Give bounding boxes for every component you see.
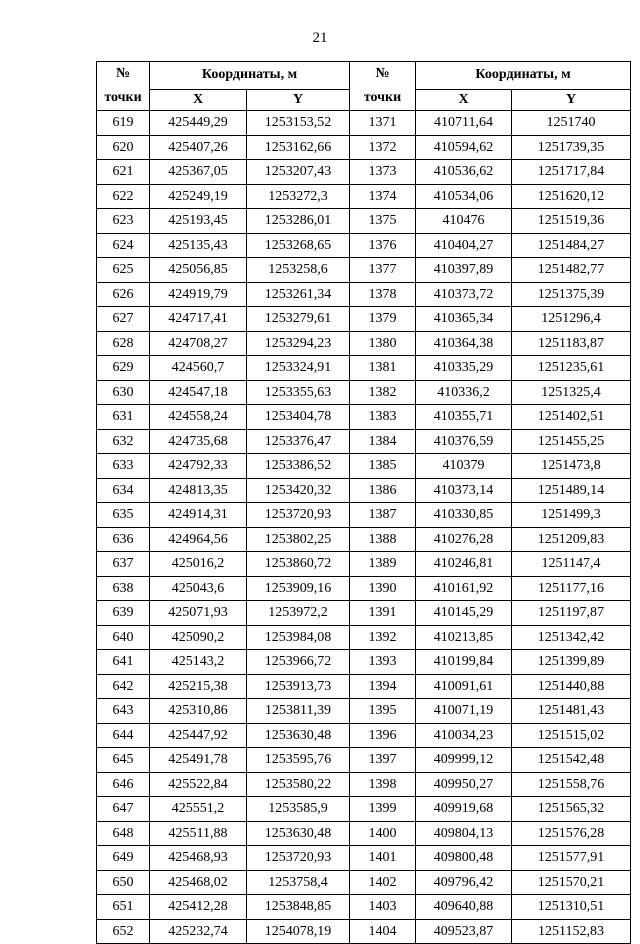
- y-value-cell: 1253630,48: [247, 821, 350, 846]
- point-number-cell: 1393: [350, 650, 416, 675]
- x-value-cell: 425016,2: [150, 552, 247, 577]
- x-value-cell: 424558,24: [150, 405, 247, 430]
- y-value-cell: 1251489,14: [512, 478, 631, 503]
- point-number-cell: 1378: [350, 282, 416, 307]
- y-value-cell: 1251577,91: [512, 846, 631, 871]
- y-value-cell: 1253286,01: [247, 209, 350, 234]
- table-row: [97, 723, 631, 748]
- x-value-cell: 425407,26: [150, 135, 247, 160]
- point-number-cell: 1400: [350, 821, 416, 846]
- x-value-cell: 425551,2: [150, 797, 247, 822]
- x-value-cell: 425412,28: [150, 895, 247, 920]
- point-number-cell: 1396: [350, 723, 416, 748]
- x-value-cell: 425193,45: [150, 209, 247, 234]
- x-value-cell: 425511,88: [150, 821, 247, 846]
- point-number-cell: 1387: [350, 503, 416, 528]
- x-value-cell: 410594,62: [416, 135, 512, 160]
- x-value-cell: 410335,29: [416, 356, 512, 381]
- table-row: [97, 454, 631, 479]
- point-number-cell: 1388: [350, 527, 416, 552]
- y-value-cell: 1251515,02: [512, 723, 631, 748]
- table-row: [97, 380, 631, 405]
- y-value-cell: 1251147,4: [512, 552, 631, 577]
- y-value-cell: 1251558,76: [512, 772, 631, 797]
- y-value-cell: 1251519,36: [512, 209, 631, 234]
- y-value-cell: 1251565,32: [512, 797, 631, 822]
- point-number-cell: 626: [97, 282, 150, 307]
- y-value-cell: 1251177,16: [512, 576, 631, 601]
- x-value-cell: 410404,27: [416, 233, 512, 258]
- x-value-cell: 425491,78: [150, 748, 247, 773]
- x-value-cell: 425215,38: [150, 674, 247, 699]
- point-number-cell: 643: [97, 699, 150, 724]
- point-number-cell: 642: [97, 674, 150, 699]
- x-value-cell: 409804,13: [416, 821, 512, 846]
- table-row: [97, 160, 631, 185]
- point-label: точки: [363, 90, 402, 105]
- page-number: 21: [312, 30, 328, 46]
- y-value-cell: 1251739,35: [512, 135, 631, 160]
- x-value-cell: 410276,28: [416, 527, 512, 552]
- y-value-cell: 1253272,3: [247, 184, 350, 209]
- x-value-cell: 425522,84: [150, 772, 247, 797]
- x-value-cell: 424813,35: [150, 478, 247, 503]
- x-value-cell: 410536,62: [416, 160, 512, 185]
- y-value-cell: 1253720,93: [247, 503, 350, 528]
- table-row: [97, 356, 631, 381]
- point-number-cell: 629: [97, 356, 150, 381]
- x-value-cell: 410711,64: [416, 111, 512, 136]
- x-value-cell: 410336,2: [416, 380, 512, 405]
- y-value-cell: 1253404,78: [247, 405, 350, 430]
- x-value-cell: 410330,85: [416, 503, 512, 528]
- table-row: [97, 797, 631, 822]
- point-number-cell: 624: [97, 233, 150, 258]
- point-number-cell: 644: [97, 723, 150, 748]
- point-number-header-left: [97, 62, 150, 111]
- x-value-cell: 424717,41: [150, 307, 247, 332]
- point-number-cell: 650: [97, 870, 150, 895]
- point-number-cell: 1401: [350, 846, 416, 871]
- point-number-cell: 1379: [350, 307, 416, 332]
- x-value-cell: 425135,43: [150, 233, 247, 258]
- x-value-cell: 410373,14: [416, 478, 512, 503]
- point-number-cell: 649: [97, 846, 150, 871]
- y-value-cell: 1251197,87: [512, 601, 631, 626]
- point-number-cell: 637: [97, 552, 150, 577]
- y-value-cell: 1251455,25: [512, 429, 631, 454]
- y-value-cell: 1253585,9: [247, 797, 350, 822]
- table-row: [97, 919, 631, 944]
- point-number-cell: 622: [97, 184, 150, 209]
- x-value-cell: 424919,79: [150, 282, 247, 307]
- y-value-cell: 1251499,3: [512, 503, 631, 528]
- y-value-cell: 1253630,48: [247, 723, 350, 748]
- x-value-cell: 410199,84: [416, 650, 512, 675]
- y-value-cell: 1251473,8: [512, 454, 631, 479]
- point-number-cell: 641: [97, 650, 150, 675]
- y-value-cell: 1253966,72: [247, 650, 350, 675]
- point-number-cell: 632: [97, 429, 150, 454]
- point-number-cell: 648: [97, 821, 150, 846]
- point-number-cell: 620: [97, 135, 150, 160]
- y-value-cell: 1253324,91: [247, 356, 350, 381]
- point-number-cell: 1391: [350, 601, 416, 626]
- table-row: [97, 527, 631, 552]
- x-value-cell: 425468,02: [150, 870, 247, 895]
- table-row: [97, 282, 631, 307]
- y-value-cell: 1253848,85: [247, 895, 350, 920]
- x-value-cell: 410365,34: [416, 307, 512, 332]
- point-number-cell: 1395: [350, 699, 416, 724]
- table-row: [97, 503, 631, 528]
- x-value-cell: 425367,05: [150, 160, 247, 185]
- y-value-cell: 1251402,51: [512, 405, 631, 430]
- x-value-cell: 410376,59: [416, 429, 512, 454]
- table-row: [97, 821, 631, 846]
- y-value-cell: 1251296,4: [512, 307, 631, 332]
- x-value-cell: 410355,71: [416, 405, 512, 430]
- x-value-cell: 425249,19: [150, 184, 247, 209]
- point-number-cell: 628: [97, 331, 150, 356]
- point-number-cell: 1403: [350, 895, 416, 920]
- y-value-cell: 1251570,21: [512, 870, 631, 895]
- y-value-cell: 1253355,63: [247, 380, 350, 405]
- point-number-cell: 1376: [350, 233, 416, 258]
- y-value-cell: 1251342,42: [512, 625, 631, 650]
- table-body: [97, 111, 631, 944]
- x-value-cell: 425468,93: [150, 846, 247, 871]
- table-row: [97, 307, 631, 332]
- x-value-cell: 424914,31: [150, 503, 247, 528]
- point-number-cell: 1380: [350, 331, 416, 356]
- x-header-right: X: [416, 89, 512, 110]
- x-value-cell: 409999,12: [416, 748, 512, 773]
- point-number-cell: 1383: [350, 405, 416, 430]
- point-number-cell: 627: [97, 307, 150, 332]
- x-value-cell: 425449,29: [150, 111, 247, 136]
- y-value-cell: 1253420,32: [247, 478, 350, 503]
- point-number-cell: 1373: [350, 160, 416, 185]
- table-row: [97, 331, 631, 356]
- x-value-cell: 424964,56: [150, 527, 247, 552]
- table-row: [97, 625, 631, 650]
- coordinates-header-left: Координаты, м: [150, 62, 350, 90]
- point-number-cell: 645: [97, 748, 150, 773]
- table-row: [97, 895, 631, 920]
- y-value-cell: 1253595,76: [247, 748, 350, 773]
- point-number-cell: 631: [97, 405, 150, 430]
- y-value-cell: 1253860,72: [247, 552, 350, 577]
- x-value-cell: 410364,38: [416, 331, 512, 356]
- point-number-cell: 621: [97, 160, 150, 185]
- x-value-cell: 409919,68: [416, 797, 512, 822]
- y-value-cell: 1253261,34: [247, 282, 350, 307]
- point-number-cell: 636: [97, 527, 150, 552]
- y-value-cell: 1251183,87: [512, 331, 631, 356]
- point-number-cell: 1399: [350, 797, 416, 822]
- x-value-cell: 409796,42: [416, 870, 512, 895]
- point-number-cell: 1390: [350, 576, 416, 601]
- table-row: [97, 552, 631, 577]
- point-number-cell: 1377: [350, 258, 416, 283]
- point-number-cell: 1398: [350, 772, 416, 797]
- y-value-cell: 1251620,12: [512, 184, 631, 209]
- y-value-cell: 1251440,88: [512, 674, 631, 699]
- y-value-cell: 1253207,43: [247, 160, 350, 185]
- point-number-cell: 1392: [350, 625, 416, 650]
- point-number-cell: 633: [97, 454, 150, 479]
- y-value-cell: 1253913,73: [247, 674, 350, 699]
- y-value-cell: 1253162,66: [247, 135, 350, 160]
- point-number-header-right: [350, 62, 416, 111]
- x-value-cell: 425071,93: [150, 601, 247, 626]
- point-number-cell: 1386: [350, 478, 416, 503]
- point-number-cell: 1375: [350, 209, 416, 234]
- y-value-cell: 1251482,77: [512, 258, 631, 283]
- point-number-cell: 1404: [350, 919, 416, 944]
- point-number-cell: 634: [97, 478, 150, 503]
- x-value-cell: 425143,2: [150, 650, 247, 675]
- y-value-cell: 1251576,28: [512, 821, 631, 846]
- point-number-cell: 1374: [350, 184, 416, 209]
- table-row: [97, 576, 631, 601]
- table-row: [97, 846, 631, 871]
- x-value-cell: 425232,74: [150, 919, 247, 944]
- y-value-cell: 1253268,65: [247, 233, 350, 258]
- x-value-cell: 424792,33: [150, 454, 247, 479]
- point-number-cell: 647: [97, 797, 150, 822]
- y-value-cell: 1253720,93: [247, 846, 350, 871]
- y-value-cell: 1251481,43: [512, 699, 631, 724]
- y-value-cell: 1254078,19: [247, 919, 350, 944]
- y-header-right: Y: [512, 89, 631, 110]
- x-value-cell: 410034,23: [416, 723, 512, 748]
- y-value-cell: 1253153,52: [247, 111, 350, 136]
- table-row: [97, 429, 631, 454]
- point-number-cell: 635: [97, 503, 150, 528]
- x-value-cell: 410246,81: [416, 552, 512, 577]
- x-value-cell: 424708,27: [150, 331, 247, 356]
- y-value-cell: 1253802,25: [247, 527, 350, 552]
- point-label: точки: [104, 90, 142, 105]
- table-row: [97, 111, 631, 136]
- table-row: [97, 405, 631, 430]
- y-value-cell: 1253294,23: [247, 331, 350, 356]
- table-row: [97, 233, 631, 258]
- table-row: [97, 699, 631, 724]
- x-value-cell: 409950,27: [416, 772, 512, 797]
- y-value-cell: 1251740: [512, 111, 631, 136]
- x-value-cell: 425090,2: [150, 625, 247, 650]
- point-number-cell: 1397: [350, 748, 416, 773]
- x-value-cell: 409523,87: [416, 919, 512, 944]
- table-row: [97, 258, 631, 283]
- table-row: [97, 209, 631, 234]
- point-number-cell: 1394: [350, 674, 416, 699]
- table-row: [97, 674, 631, 699]
- x-value-cell: 425447,92: [150, 723, 247, 748]
- x-value-cell: 409800,48: [416, 846, 512, 871]
- y-value-cell: 1251310,51: [512, 895, 631, 920]
- point-number-cell: 1385: [350, 454, 416, 479]
- y-value-cell: 1251399,89: [512, 650, 631, 675]
- x-value-cell: 410379: [416, 454, 512, 479]
- y-value-cell: 1251717,84: [512, 160, 631, 185]
- point-number-cell: 1389: [350, 552, 416, 577]
- table-row: [97, 748, 631, 773]
- x-value-cell: 424560,7: [150, 356, 247, 381]
- x-value-cell: 410534,06: [416, 184, 512, 209]
- x-value-cell: 425056,85: [150, 258, 247, 283]
- number-symbol: №: [115, 66, 131, 81]
- coordinates-header-right: Координаты, м: [416, 62, 631, 90]
- table-row: [97, 601, 631, 626]
- x-value-cell: 425043,6: [150, 576, 247, 601]
- y-value-cell: 1253972,2: [247, 601, 350, 626]
- x-value-cell: 410145,29: [416, 601, 512, 626]
- x-value-cell: 409640,88: [416, 895, 512, 920]
- point-number-cell: 1381: [350, 356, 416, 381]
- table-row: [97, 650, 631, 675]
- y-value-cell: 1251235,61: [512, 356, 631, 381]
- y-value-cell: 1253279,61: [247, 307, 350, 332]
- x-value-cell: 410373,72: [416, 282, 512, 307]
- y-value-cell: 1251325,4: [512, 380, 631, 405]
- x-value-cell: 410071,19: [416, 699, 512, 724]
- point-number-cell: 651: [97, 895, 150, 920]
- y-value-cell: 1253984,08: [247, 625, 350, 650]
- x-value-cell: 410213,85: [416, 625, 512, 650]
- x-value-cell: 410161,92: [416, 576, 512, 601]
- point-number-cell: 630: [97, 380, 150, 405]
- x-value-cell: 425310,86: [150, 699, 247, 724]
- x-value-cell: 424547,18: [150, 380, 247, 405]
- y-value-cell: 1251209,83: [512, 527, 631, 552]
- point-number-cell: 646: [97, 772, 150, 797]
- point-number-cell: 639: [97, 601, 150, 626]
- y-value-cell: 1253376,47: [247, 429, 350, 454]
- number-symbol: №: [375, 66, 390, 81]
- point-number-cell: 623: [97, 209, 150, 234]
- table-row: [97, 870, 631, 895]
- point-number-cell: 652: [97, 919, 150, 944]
- coordinates-table: [96, 61, 631, 944]
- point-number-cell: 1382: [350, 380, 416, 405]
- point-number-cell: 1384: [350, 429, 416, 454]
- point-number-cell: 1372: [350, 135, 416, 160]
- table-row: [97, 772, 631, 797]
- y-header-left: Y: [247, 89, 350, 110]
- x-value-cell: 410476: [416, 209, 512, 234]
- table-row: [97, 135, 631, 160]
- y-value-cell: 1253258,6: [247, 258, 350, 283]
- y-value-cell: 1253811,39: [247, 699, 350, 724]
- point-number-cell: 640: [97, 625, 150, 650]
- y-value-cell: 1251152,83: [512, 919, 631, 944]
- table-row: [97, 184, 631, 209]
- y-value-cell: 1253386,52: [247, 454, 350, 479]
- y-value-cell: 1251484,27: [512, 233, 631, 258]
- x-value-cell: 410397,89: [416, 258, 512, 283]
- point-number-cell: 1402: [350, 870, 416, 895]
- x-header-left: X: [150, 89, 247, 110]
- y-value-cell: 1253580,22: [247, 772, 350, 797]
- y-value-cell: 1251375,39: [512, 282, 631, 307]
- table-row: [97, 478, 631, 503]
- point-number-cell: 625: [97, 258, 150, 283]
- y-value-cell: 1253909,16: [247, 576, 350, 601]
- y-value-cell: 1251542,48: [512, 748, 631, 773]
- x-value-cell: 424735,68: [150, 429, 247, 454]
- point-number-cell: 619: [97, 111, 150, 136]
- point-number-cell: 638: [97, 576, 150, 601]
- x-value-cell: 410091,61: [416, 674, 512, 699]
- y-value-cell: 1253758,4: [247, 870, 350, 895]
- point-number-cell: 1371: [350, 111, 416, 136]
